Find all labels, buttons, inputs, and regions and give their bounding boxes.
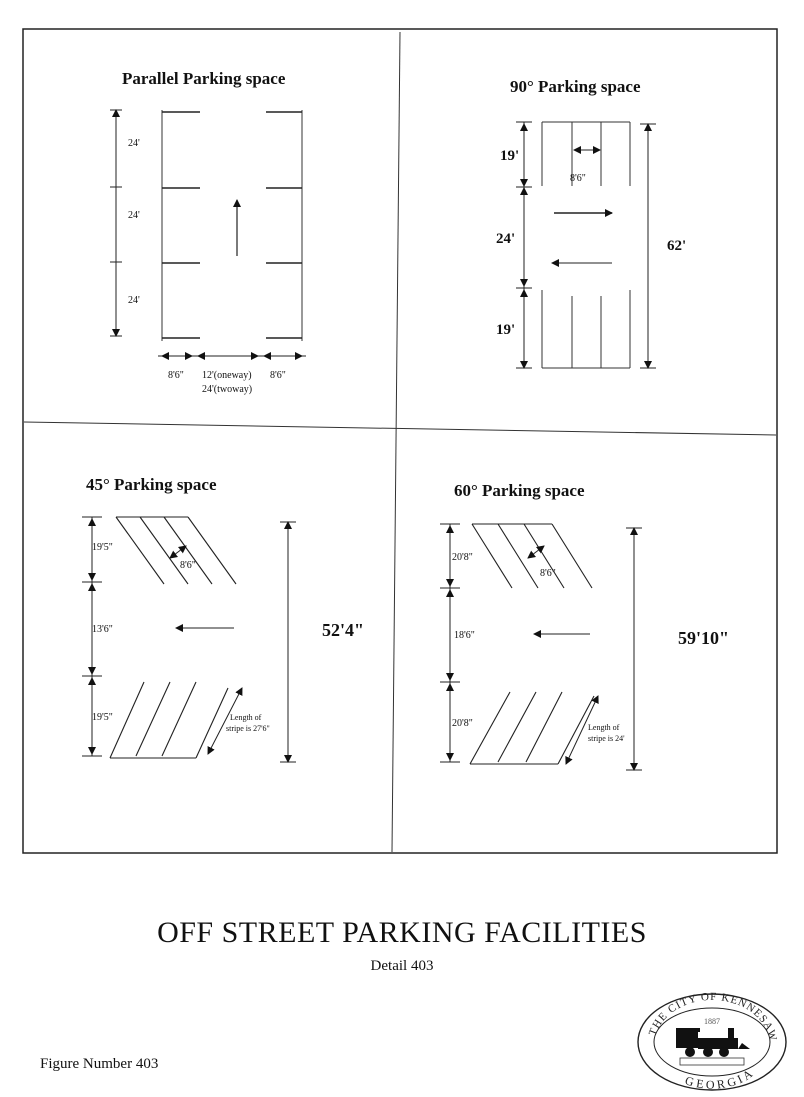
figure-number: Figure Number 403 [40, 1056, 159, 1072]
page-title: OFF STREET PARKING FACILITIES [157, 916, 647, 949]
ninety-dim-3: 24' [496, 231, 516, 247]
diagram-frame [22, 28, 778, 854]
parallel-dim-1: 24' [128, 138, 140, 149]
fortyfive-dim-3: 13'6" [92, 624, 113, 635]
ninety-dim-1: 19' [500, 148, 520, 164]
panel-fortyfive [82, 475, 364, 762]
vertical-divider [392, 32, 400, 852]
panel-sixty [440, 481, 729, 770]
fortyfive-overall: 52'4" [322, 620, 364, 640]
ninety-overall: 62' [667, 238, 687, 254]
svg-text:1887: 1887 [704, 1017, 720, 1026]
sixty-title: 60° Parking space [454, 481, 585, 500]
sixty-dim-2: 8'6" [540, 568, 556, 579]
ninety-bottom-stalls [542, 290, 630, 368]
detail-label: Detail 403 [370, 958, 434, 974]
parallel-bottom-2: 12'(oneway) [202, 370, 252, 381]
ninety-top-stalls [542, 122, 630, 186]
ninety-dim-2: 8'6" [570, 173, 586, 184]
horizontal-divider [24, 422, 776, 435]
parallel-stall-lines [162, 112, 302, 338]
sixty-bottom-stalls [470, 692, 594, 764]
panel-parallel [110, 69, 306, 395]
ninety-dim-4: 19' [496, 322, 516, 338]
fortyfive-dim-1: 19'5" [92, 542, 113, 553]
parallel-dim-2: 24' [128, 210, 140, 221]
city-seal-logo [632, 986, 792, 1092]
sixty-note-1: Length of [588, 723, 620, 732]
fortyfive-bottom-stalls [110, 682, 228, 758]
parallel-bottom-3: 24'(twoway) [202, 384, 253, 395]
ninety-title: 90° Parking space [510, 77, 641, 96]
parallel-title: Parallel Parking space [122, 69, 286, 88]
panel-ninety [496, 77, 686, 368]
fortyfive-title: 45° Parking space [86, 475, 217, 494]
fortyfive-note-2: stripe is 27'6" [226, 724, 270, 733]
fortyfive-note-1: Length of [230, 713, 262, 722]
sixty-top-stalls [472, 524, 592, 588]
svg-text:THE CITY OF KENNESAW: THE CITY OF KENNESAW [646, 990, 779, 1043]
sixty-overall: 59'10" [678, 628, 729, 648]
svg-text:GEORGIA: GEORGIA [683, 1064, 758, 1092]
sixty-dim-4: 20'8" [452, 718, 473, 729]
sixty-dim-1: 20'8" [452, 552, 473, 563]
parallel-bottom-4: 8'6" [270, 370, 286, 381]
fortyfive-dim-2: 8'6" [180, 560, 196, 571]
sixty-dim-3: 18'6" [454, 630, 475, 641]
parallel-bottom-1: 8'6" [168, 370, 184, 381]
outer-border [23, 29, 777, 853]
parallel-dim-3: 24' [128, 295, 140, 306]
sixty-note-2: stripe is 24' [588, 734, 625, 743]
fortyfive-top-stalls [116, 517, 236, 584]
fortyfive-dim-4: 19'5" [92, 712, 113, 723]
